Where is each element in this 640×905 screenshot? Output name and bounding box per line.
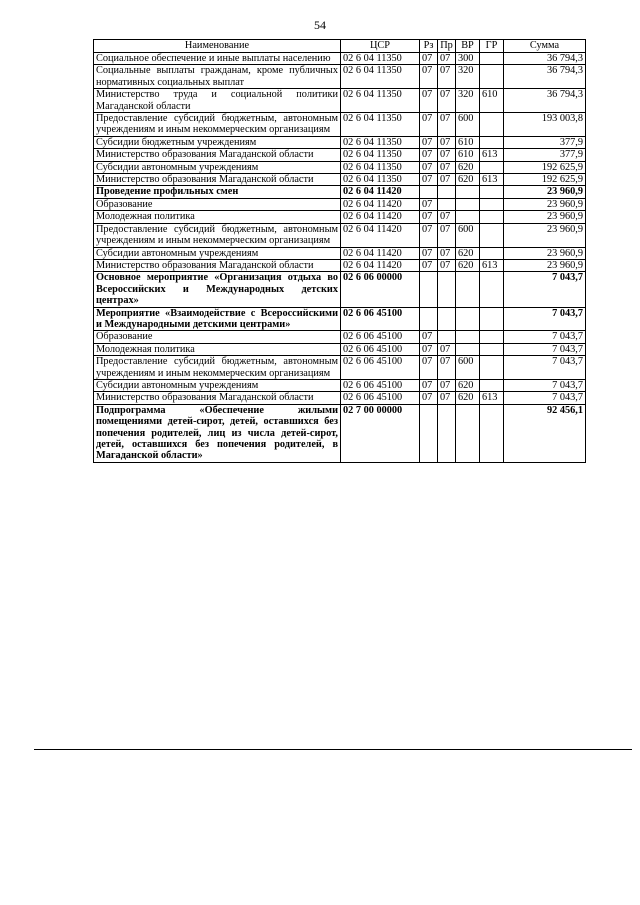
cell-pr: 07 — [438, 53, 456, 65]
header-csr: ЦСР — [341, 40, 420, 53]
table-row — [94, 259, 586, 271]
table-row — [94, 307, 586, 331]
table-header-row — [94, 40, 586, 53]
cell-name: Министерство труда и социальной политики Магаданской области — [94, 89, 341, 113]
cell-pr: 07 — [438, 174, 456, 186]
cell-csr: 02 6 04 11420 — [341, 259, 420, 271]
cell-sum: 23 960,9 — [504, 198, 586, 210]
cell-csr: 02 6 04 11350 — [341, 174, 420, 186]
cell-vr — [456, 198, 480, 210]
cell-name: Субсидии автономным учреждениям — [94, 247, 341, 259]
cell-name: Образование — [94, 331, 341, 343]
cell-sum: 92 456,1 — [504, 404, 586, 462]
cell-vr: 600 — [456, 113, 480, 137]
cell-name: Социальные выплаты гражданам, кроме публичных нормативных социальных выплат — [94, 65, 341, 89]
cell-rz: 07 — [420, 174, 438, 186]
cell-gr — [480, 223, 504, 247]
cell-vr — [456, 272, 480, 307]
cell-name: Субсидии бюджетным учреждениям — [94, 136, 341, 148]
cell-name: Предоставление субсидий бюджетным, автономным учреждениям и иным некоммерческим организациям — [94, 223, 341, 247]
cell-sum: 192 625,9 — [504, 174, 586, 186]
cell-name: Министерство образования Магаданской области — [94, 392, 341, 404]
cell-pr — [438, 198, 456, 210]
cell-pr: 07 — [438, 379, 456, 391]
cell-csr: 02 6 04 11350 — [341, 136, 420, 148]
cell-gr — [480, 272, 504, 307]
cell-gr — [480, 343, 504, 355]
cell-name: Молодежная политика — [94, 211, 341, 223]
cell-name: Основное мероприятие «Организация отдыха во Всероссийских и Международных детских центрах» — [94, 272, 341, 307]
cell-rz — [420, 404, 438, 462]
cell-vr — [456, 404, 480, 462]
cell-csr: 02 7 00 00000 — [341, 404, 420, 462]
table-row — [94, 65, 586, 89]
cell-gr — [480, 161, 504, 173]
cell-gr: 613 — [480, 149, 504, 161]
header-name: Наименование — [94, 40, 341, 53]
table-row — [94, 186, 586, 198]
cell-csr: 02 6 04 11420 — [341, 211, 420, 223]
cell-sum: 23 960,9 — [504, 259, 586, 271]
header-pr: Пр — [438, 40, 456, 53]
cell-gr — [480, 211, 504, 223]
cell-pr — [438, 186, 456, 198]
cell-name: Предоставление субсидий бюджетным, автономным учреждениям и иным некоммерческим организациям — [94, 113, 341, 137]
header-gr: ГР — [480, 40, 504, 53]
cell-csr: 02 6 04 11350 — [341, 53, 420, 65]
cell-vr: 620 — [456, 259, 480, 271]
cell-rz: 07 — [420, 356, 438, 380]
cell-sum: 36 794,3 — [504, 89, 586, 113]
cell-gr: 613 — [480, 392, 504, 404]
table-row — [94, 161, 586, 173]
cell-gr — [480, 198, 504, 210]
cell-csr: 02 6 04 11350 — [341, 149, 420, 161]
cell-vr: 600 — [456, 356, 480, 380]
cell-csr: 02 6 04 11420 — [341, 223, 420, 247]
cell-rz: 07 — [420, 53, 438, 65]
table-row — [94, 89, 586, 113]
cell-csr: 02 6 04 11350 — [341, 65, 420, 89]
cell-csr: 02 6 06 45100 — [341, 331, 420, 343]
cell-name: Проведение профильных смен — [94, 186, 341, 198]
cell-pr: 07 — [438, 149, 456, 161]
table-row — [94, 53, 586, 65]
cell-gr — [480, 379, 504, 391]
cell-vr: 300 — [456, 53, 480, 65]
cell-pr: 07 — [438, 113, 456, 137]
table-row — [94, 392, 586, 404]
footer-divider — [34, 749, 632, 750]
cell-pr: 07 — [438, 136, 456, 148]
cell-pr — [438, 272, 456, 307]
cell-pr — [438, 307, 456, 331]
table-row — [94, 223, 586, 247]
cell-vr — [456, 211, 480, 223]
cell-vr — [456, 307, 480, 331]
cell-rz: 07 — [420, 198, 438, 210]
cell-csr: 02 6 06 45100 — [341, 356, 420, 380]
header-vr: ВР — [456, 40, 480, 53]
cell-rz: 07 — [420, 211, 438, 223]
cell-rz: 07 — [420, 113, 438, 137]
cell-rz: 07 — [420, 161, 438, 173]
cell-sum: 7 043,7 — [504, 307, 586, 331]
cell-vr — [456, 186, 480, 198]
cell-name: Образование — [94, 198, 341, 210]
cell-csr: 02 6 06 45100 — [341, 392, 420, 404]
cell-pr: 07 — [438, 343, 456, 355]
cell-csr: 02 6 04 11420 — [341, 186, 420, 198]
cell-sum: 23 960,9 — [504, 186, 586, 198]
cell-pr: 07 — [438, 211, 456, 223]
cell-rz: 07 — [420, 65, 438, 89]
table-row — [94, 136, 586, 148]
cell-rz: 07 — [420, 149, 438, 161]
cell-csr: 02 6 04 11350 — [341, 113, 420, 137]
cell-pr: 07 — [438, 247, 456, 259]
cell-sum: 192 625,9 — [504, 161, 586, 173]
table-row — [94, 247, 586, 259]
cell-gr: 613 — [480, 174, 504, 186]
cell-gr — [480, 247, 504, 259]
table-row — [94, 113, 586, 137]
cell-sum: 23 960,9 — [504, 211, 586, 223]
cell-gr — [480, 307, 504, 331]
cell-name: Министерство образования Магаданской области — [94, 174, 341, 186]
cell-sum: 7 043,7 — [504, 356, 586, 380]
cell-gr — [480, 331, 504, 343]
cell-csr: 02 6 06 45100 — [341, 343, 420, 355]
cell-rz: 07 — [420, 136, 438, 148]
cell-csr: 02 6 06 45100 — [341, 307, 420, 331]
cell-rz: 07 — [420, 379, 438, 391]
table-row — [94, 198, 586, 210]
table-row — [94, 272, 586, 307]
cell-vr: 620 — [456, 161, 480, 173]
cell-rz: 07 — [420, 392, 438, 404]
cell-gr: 610 — [480, 89, 504, 113]
cell-gr — [480, 404, 504, 462]
cell-gr — [480, 356, 504, 380]
cell-name: Социальное обеспечение и иные выплаты населению — [94, 53, 341, 65]
cell-rz: 07 — [420, 259, 438, 271]
cell-sum: 7 043,7 — [504, 331, 586, 343]
table-row — [94, 356, 586, 380]
cell-vr: 610 — [456, 149, 480, 161]
cell-sum: 23 960,9 — [504, 223, 586, 247]
cell-vr: 610 — [456, 136, 480, 148]
cell-name: Министерство образования Магаданской области — [94, 149, 341, 161]
cell-gr — [480, 113, 504, 137]
cell-pr: 07 — [438, 259, 456, 271]
cell-pr: 07 — [438, 392, 456, 404]
cell-csr: 02 6 04 11420 — [341, 247, 420, 259]
cell-csr: 02 6 04 11420 — [341, 198, 420, 210]
cell-csr: 02 6 04 11350 — [341, 161, 420, 173]
page-number: 54 — [314, 18, 326, 32]
table-body — [94, 53, 586, 463]
cell-vr: 620 — [456, 174, 480, 186]
cell-name: Субсидии автономным учреждениям — [94, 161, 341, 173]
cell-csr: 02 6 06 45100 — [341, 379, 420, 391]
cell-rz: 07 — [420, 343, 438, 355]
cell-rz: 07 — [420, 223, 438, 247]
cell-name: Молодежная политика — [94, 343, 341, 355]
cell-vr: 600 — [456, 223, 480, 247]
cell-gr — [480, 65, 504, 89]
cell-name: Министерство образования Магаданской области — [94, 259, 341, 271]
cell-name: Мероприятие «Взаимодействие с Всероссийскими и Международными детскими центрами» — [94, 307, 341, 331]
cell-sum: 36 794,3 — [504, 65, 586, 89]
budget-table — [93, 39, 586, 463]
cell-gr: 613 — [480, 259, 504, 271]
cell-rz — [420, 272, 438, 307]
cell-sum: 377,9 — [504, 136, 586, 148]
cell-rz: 07 — [420, 247, 438, 259]
cell-pr: 07 — [438, 223, 456, 247]
cell-vr: 320 — [456, 89, 480, 113]
cell-vr: 320 — [456, 65, 480, 89]
cell-sum: 193 003,8 — [504, 113, 586, 137]
table-row — [94, 404, 586, 462]
table-row — [94, 149, 586, 161]
cell-rz — [420, 307, 438, 331]
cell-pr: 07 — [438, 65, 456, 89]
table-row — [94, 174, 586, 186]
cell-sum: 7 043,7 — [504, 392, 586, 404]
cell-name: Субсидии автономным учреждениям — [94, 379, 341, 391]
table-row — [94, 331, 586, 343]
cell-sum: 377,9 — [504, 149, 586, 161]
header-sum: Сумма — [504, 40, 586, 53]
cell-sum: 7 043,7 — [504, 379, 586, 391]
table-row — [94, 343, 586, 355]
cell-pr: 07 — [438, 356, 456, 380]
cell-vr: 620 — [456, 379, 480, 391]
cell-name: Подпрограмма «Обеспечение жилыми помещениями детей-сирот, детей, оставшихся без попечения родителей, лиц из числа детей-сирот, детей, оставшихся без попечения родителей, в Магаданской области» — [94, 404, 341, 462]
table-row — [94, 379, 586, 391]
cell-csr: 02 6 04 11350 — [341, 89, 420, 113]
cell-sum: 23 960,9 — [504, 247, 586, 259]
cell-vr — [456, 331, 480, 343]
cell-rz: 07 — [420, 89, 438, 113]
cell-pr: 07 — [438, 89, 456, 113]
cell-pr — [438, 331, 456, 343]
cell-pr: 07 — [438, 161, 456, 173]
cell-sum: 7 043,7 — [504, 343, 586, 355]
cell-name: Предоставление субсидий бюджетным, автономным учреждениям и иным некоммерческим организациям — [94, 356, 341, 380]
cell-sum: 7 043,7 — [504, 272, 586, 307]
cell-gr — [480, 53, 504, 65]
cell-rz — [420, 186, 438, 198]
cell-gr — [480, 136, 504, 148]
table-row — [94, 211, 586, 223]
cell-pr — [438, 404, 456, 462]
cell-vr — [456, 343, 480, 355]
cell-vr: 620 — [456, 247, 480, 259]
cell-rz: 07 — [420, 331, 438, 343]
cell-gr — [480, 186, 504, 198]
header-rz: Рз — [420, 40, 438, 53]
cell-vr: 620 — [456, 392, 480, 404]
cell-sum: 36 794,3 — [504, 53, 586, 65]
cell-csr: 02 6 06 00000 — [341, 272, 420, 307]
